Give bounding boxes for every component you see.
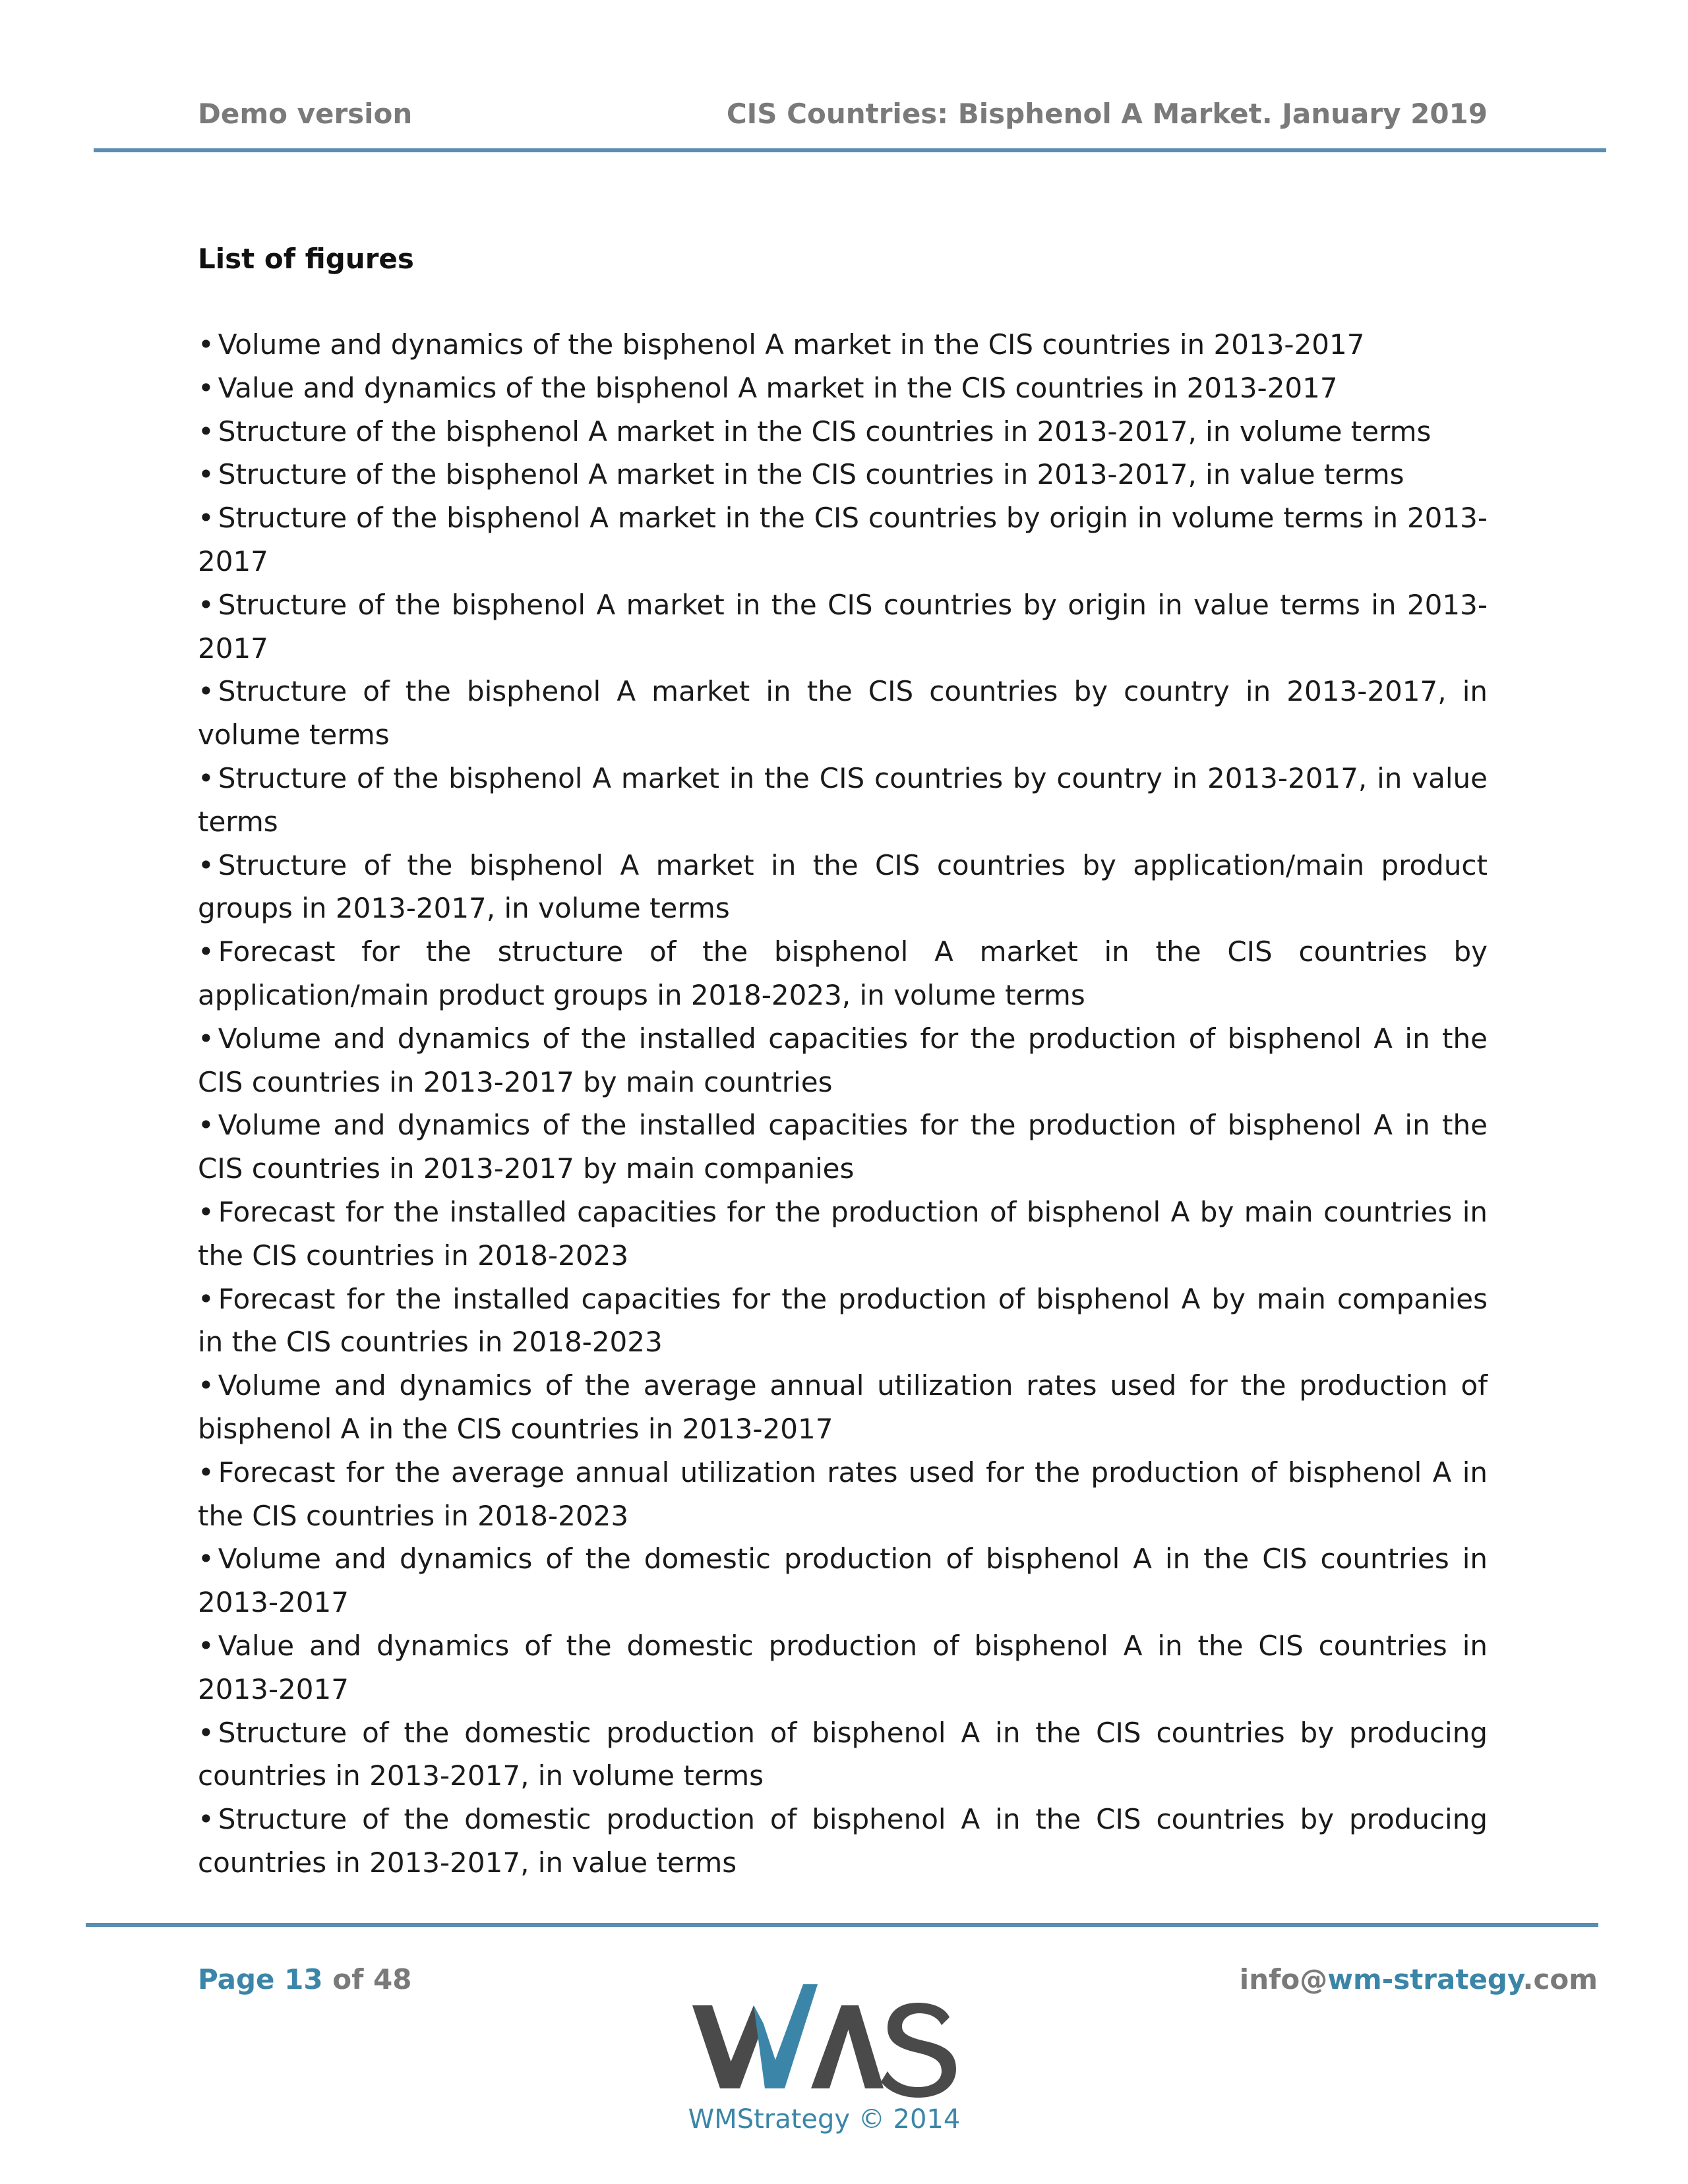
figure-title: Structure of the domestic production of bisphenol A in the CIS countries by producing countries in 2013-2017, in volume terms — [198, 1716, 1488, 1792]
figures-list — [198, 323, 1488, 1885]
figure-list-item — [198, 583, 1488, 670]
page-current: 13 — [284, 1963, 323, 1995]
figure-title: Structure of the bisphenol A market in the CIS countries in 2013-2017, in value terms — [218, 458, 1404, 491]
header-report-title: CIS Countries: Bisphenol A Market. January 2019 — [726, 98, 1488, 130]
page-number — [198, 1963, 411, 1995]
bullet-icon: • — [198, 1716, 214, 1749]
page-header — [198, 98, 1488, 137]
figure-title: Volume and dynamics of the bisphenol A market in the CIS countries in 2013-2017 — [218, 328, 1365, 361]
figure-list-item — [198, 453, 1488, 496]
figure-list-item — [198, 930, 1488, 1017]
page-total: 48 — [373, 1963, 412, 1995]
figure-title: Volume and dynamics of the domestic production of bisphenol A in the CIS countries in 2013-2017 — [198, 1543, 1488, 1619]
figure-title: Structure of the bisphenol A market in the CIS countries by application/main product groups in 2013-2017, in volume terms — [198, 848, 1488, 925]
figure-list-item — [198, 410, 1488, 454]
bullet-icon: • — [198, 1543, 214, 1576]
figure-list-item — [198, 1191, 1488, 1278]
figure-title: Value and dynamics of the bisphenol A market in the CIS countries in 2013-2017 — [218, 371, 1338, 404]
figure-list-item — [198, 1364, 1488, 1451]
bullet-icon: • — [198, 1629, 214, 1662]
bullet-icon: • — [198, 1022, 214, 1055]
figure-title: Structure of the bisphenol A market in the CIS countries in 2013-2017, in volume terms — [218, 415, 1432, 448]
bullet-icon: • — [198, 371, 214, 404]
figure-list-item — [198, 367, 1488, 410]
figure-list-item — [198, 1537, 1488, 1624]
bullet-icon: • — [198, 1803, 214, 1836]
bullet-icon: • — [198, 328, 214, 361]
bullet-icon: • — [198, 935, 214, 968]
bullet-icon: • — [198, 761, 214, 794]
bullet-icon: • — [198, 588, 214, 621]
email-domain: wm-strategy — [1327, 1963, 1523, 1995]
figure-list-item — [198, 1711, 1488, 1798]
figure-title: Forecast for the structure of the bisphenol A market in the CIS countries by application/main product groups in 2018-2023, in volume terms — [198, 935, 1488, 1011]
figure-title: Structure of the bisphenol A market in the CIS countries by country in 2013-2017, in volume terms — [198, 675, 1488, 752]
bullet-icon: • — [198, 1369, 214, 1402]
header-demo-label: Demo version — [198, 98, 413, 130]
figure-title: Volume and dynamics of the average annual utilization rates used for the production of bisphenol A in the CIS countries in 2013-2017 — [198, 1369, 1488, 1445]
header-divider — [94, 148, 1606, 152]
figure-title: Structure of the bisphenol A market in the CIS countries by country in 2013-2017, in value terms — [198, 761, 1488, 838]
main-content — [198, 237, 1488, 1885]
logo-caption: WMStrategy © 2014 — [688, 2104, 961, 2135]
page-footer — [0, 1951, 1688, 2175]
figure-title: Structure of the domestic production of bisphenol A in the CIS countries by producing countries in 2013-2017, in value terms — [198, 1803, 1488, 1879]
figure-list-item — [198, 1798, 1488, 1885]
bullet-icon: • — [198, 502, 214, 535]
figure-title: Forecast for the installed capacities for the production of bisphenol A by main countries in the CIS countries in 2018-2023 — [198, 1195, 1488, 1272]
figure-title: Value and dynamics of the domestic production of bisphenol A in the CIS countries in 2013-2017 — [198, 1629, 1488, 1705]
figure-list-item — [198, 670, 1488, 757]
figure-title: Forecast for the average annual utilization rates used for the production of bisphenol A in the CIS countries in 2018-2023 — [198, 1456, 1488, 1532]
figure-list-item — [198, 1104, 1488, 1191]
figure-title: Structure of the bisphenol A market in the CIS countries by origin in value terms in 2013-2017 — [198, 588, 1488, 664]
bullet-icon: • — [198, 675, 214, 708]
figure-list-item — [198, 496, 1488, 583]
figure-list-item — [198, 1278, 1488, 1365]
bullet-icon: • — [198, 415, 214, 448]
figure-title: Volume and dynamics of the installed capacities for the production of bisphenol A in the CIS countries in 2013-2017 by main countries — [198, 1022, 1488, 1098]
figure-title: Forecast for the installed capacities for the production of bisphenol A by main companies in the CIS countries in 2018-2023 — [198, 1282, 1488, 1359]
email-user: info@ — [1239, 1963, 1328, 1995]
bullet-icon: • — [198, 848, 214, 881]
figure-list-item — [198, 757, 1488, 844]
bullet-icon: • — [198, 1456, 214, 1489]
bullet-icon: • — [198, 1195, 214, 1228]
page-of: of — [332, 1963, 364, 1995]
bullet-icon: • — [198, 458, 214, 491]
email-tld: .com — [1522, 1963, 1598, 1995]
figure-list-item — [198, 1451, 1488, 1538]
figure-list-item — [198, 844, 1488, 931]
figure-list-item — [198, 1624, 1488, 1711]
figure-list-item — [198, 1017, 1488, 1104]
figure-title: Structure of the bisphenol A market in the CIS countries by origin in volume terms in 2013-2017 — [198, 502, 1488, 577]
footer-divider — [86, 1923, 1598, 1927]
wms-logo-mark — [686, 1964, 963, 2110]
bullet-icon: • — [198, 1109, 214, 1142]
figure-title: Volume and dynamics of the installed capacities for the production of bisphenol A in the CIS countries in 2013-2017 by main companies — [198, 1109, 1488, 1185]
figure-list-item — [198, 323, 1488, 367]
section-title: List of figures — [198, 243, 414, 275]
bullet-icon: • — [198, 1282, 214, 1315]
page-word: Page — [198, 1963, 275, 1995]
contact-email[interactable] — [1240, 1963, 1598, 1995]
